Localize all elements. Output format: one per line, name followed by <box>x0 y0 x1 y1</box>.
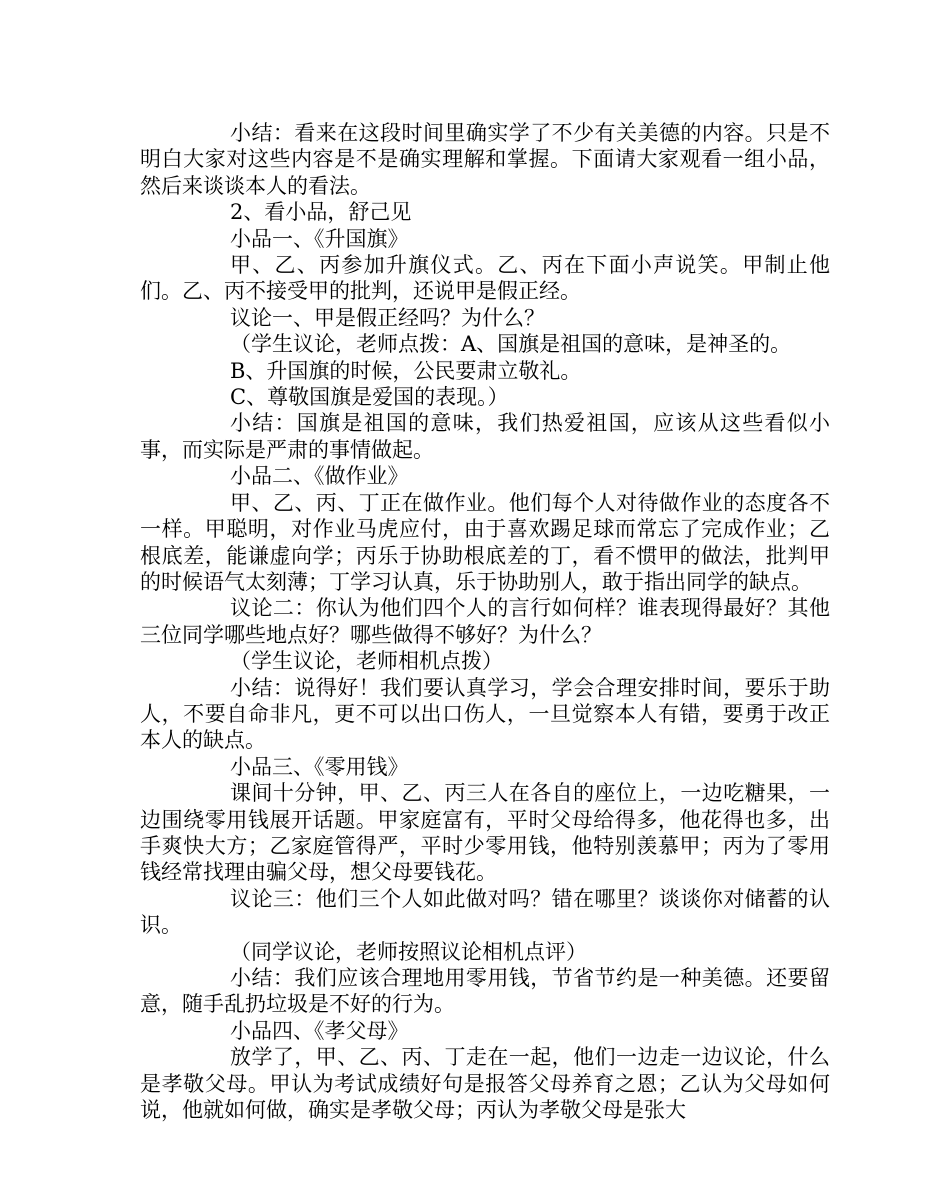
paragraph-summary-intro: 小结：看来在这段时间里确实学了不少有关美德的内容。只是不明白大家对这些内容是不是确实理解和掌握。下面请大家观看一组小品，然后来谈谈本人的看法。 <box>140 121 830 198</box>
paragraph-discussion-1-note-b: B、升国旗的时候，公民要肃立敬礼。 <box>230 358 582 383</box>
paragraph-summary-2: 小结：说得好！我们要认真学习，学会合理安排时间，要乐于助人，不要自命非凡，更不可以出口伤人，一旦觉察本人有错，要勇于改正本人的缺点。 <box>140 675 830 753</box>
paragraph-skit-4-body: 放学了，甲、乙、丙、丁走在一起，他们一边走一边议论，什么是孝敬父母。甲认为考试成绩好句是报答父母养育之恩；乙认为父母如何说，他就如何做，确实是孝敬父母；丙认为孝敬父母是张大 <box>140 1045 830 1123</box>
paragraph-discussion-2-note: （学生议论，老师相机点拨） <box>230 649 503 674</box>
paragraph-summary-1: 小结：国旗是祖国的意味，我们热爱祖国，应该从这些看似小事，而实际是严肃的事情做起。 <box>140 411 830 462</box>
paragraph-skit-3-title: 小品三、《零用钱》 <box>230 754 409 779</box>
document-body <box>140 120 830 1123</box>
paragraph-discussion-1-note-c: C、尊敬国旗是爱国的表现。） <box>230 385 509 410</box>
paragraph-skit-1-title: 小品一、《升国旗》 <box>230 226 409 251</box>
paragraph-skit-1-body: 甲、乙、丙参加升旗仪式。乙、丙在下面小声说笑。甲制止他们。乙、丙不接受甲的批判，还说甲是假正经。 <box>140 253 830 304</box>
paragraph-skit-3-body: 课间十分钟，甲、乙、丙三人在各自的座位上，一边吃糖果，一边围绕零用钱展开话题。甲家庭富有，平时父母给得多，他花得也多，出手爽快大方；乙家庭管得严，平时少零用钱，他特别羡慕甲；丙为了零用钱经常找理由骗父母，想父母要钱花。 <box>140 781 830 885</box>
paragraph-section-heading: 2、看小品，舒己见 <box>230 200 412 225</box>
paragraph-discussion-1: 议论一、甲是假正经吗？为什么？ <box>230 305 545 330</box>
paragraph-skit-4-title: 小品四、《孝父母》 <box>230 1018 409 1043</box>
paragraph-skit-2-body: 甲、乙、丙、丁正在做作业。他们每个人对待做作业的态度各不一样。甲聪明，对作业马虎应付，由于喜欢踢足球而常忘了完成作业；乙根底差，能谦虚向学；丙乐于协助根底差的丁，看不惯甲的做法，批判甲的时候语气太刻薄；丁学习认真，乐于协助别人，敢于指出同学的缺点。 <box>140 490 830 594</box>
paragraph-discussion-2: 议论二：你认为他们四个人的言行如何样？谁表现得最好？其他三位同学哪些地点好？哪些做得不够好？为什么？ <box>140 596 830 647</box>
paragraph-summary-3: 小结：我们应该合理地用零用钱，节省节约是一种美德。还要留意，随手乱扔垃圾是不好的行为。 <box>140 966 830 1017</box>
paragraph-discussion-3: 议论三：他们三个人如此做对吗？错在哪里？谈谈你对储蓄的认识。 <box>140 886 830 938</box>
paragraph-discussion-1-note-a: （学生议论，老师点拨：A、国旗是祖国的意味，是神圣的。 <box>230 332 792 357</box>
paragraph-skit-2-title: 小品二、《做作业》 <box>230 464 409 489</box>
paragraph-discussion-3-note: （同学议论，老师按照议论相机点评） <box>230 939 587 964</box>
